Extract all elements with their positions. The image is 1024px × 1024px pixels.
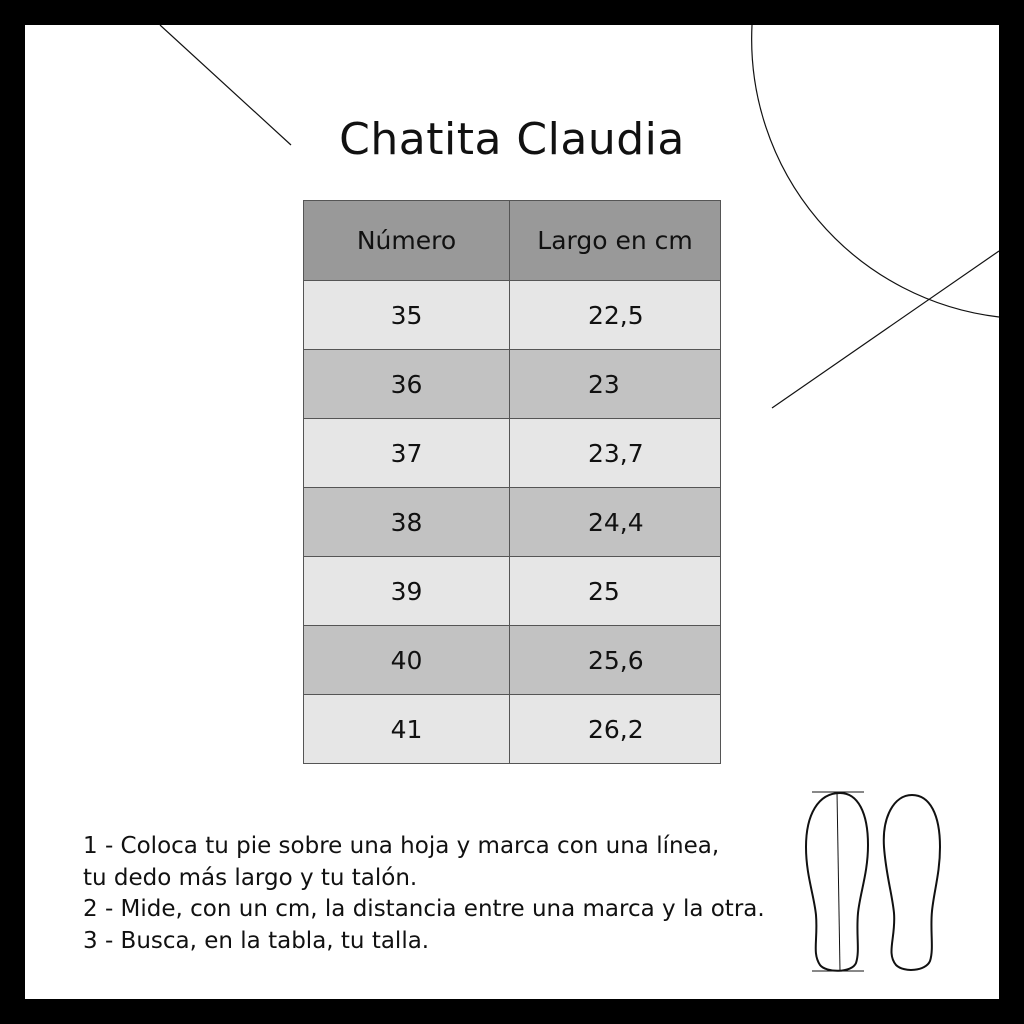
- header-largo: Largo en cm: [510, 201, 721, 281]
- instruction-line: 2 - Mide, con un cm, la distancia entre una marca y la otra.: [83, 896, 765, 922]
- measure-lines: [812, 792, 864, 971]
- cell-largo: 23,7: [510, 419, 721, 488]
- measure-instructions: [83, 831, 765, 957]
- page-frame: [25, 25, 999, 999]
- cell-largo: 25,6: [510, 626, 721, 695]
- cell-numero: 40: [304, 626, 510, 695]
- table-row: [304, 488, 721, 557]
- header-numero: Número: [304, 201, 510, 281]
- table-row: [304, 557, 721, 626]
- instruction-line: 3 - Busca, en la tabla, tu talla.: [83, 927, 430, 954]
- cell-largo: 23: [510, 350, 721, 419]
- table-row: [304, 695, 721, 764]
- table-row: [304, 419, 721, 488]
- cell-numero: 35: [304, 281, 510, 350]
- cell-numero: 41: [304, 695, 510, 764]
- cell-largo: 25: [510, 557, 721, 626]
- table-row: [304, 626, 721, 695]
- cell-numero: 36: [304, 350, 510, 419]
- circle-arc-top-right: [752, 25, 999, 317]
- instruction-line: tu dedo más largo y tu talón.: [83, 864, 418, 891]
- cell-numero: 38: [304, 488, 510, 557]
- diagonal-line-right: [772, 251, 999, 408]
- cell-largo: 26,2: [510, 695, 721, 764]
- instruction-line: 1 - Coloca tu pie sobre una hoja y marca con una línea,: [83, 833, 720, 859]
- table-header-row: [304, 201, 721, 281]
- cell-largo: 24,4: [510, 488, 721, 557]
- table-row: [304, 350, 721, 419]
- cell-largo: 22,5: [510, 281, 721, 350]
- cell-numero: 39: [304, 557, 510, 626]
- footprints-icon: [800, 785, 950, 980]
- table-row: [304, 281, 721, 350]
- cell-numero: 37: [304, 419, 510, 488]
- size-table: [303, 200, 721, 764]
- page-title: Chatita Claudia: [339, 114, 685, 166]
- right-footprint-icon: [884, 795, 940, 970]
